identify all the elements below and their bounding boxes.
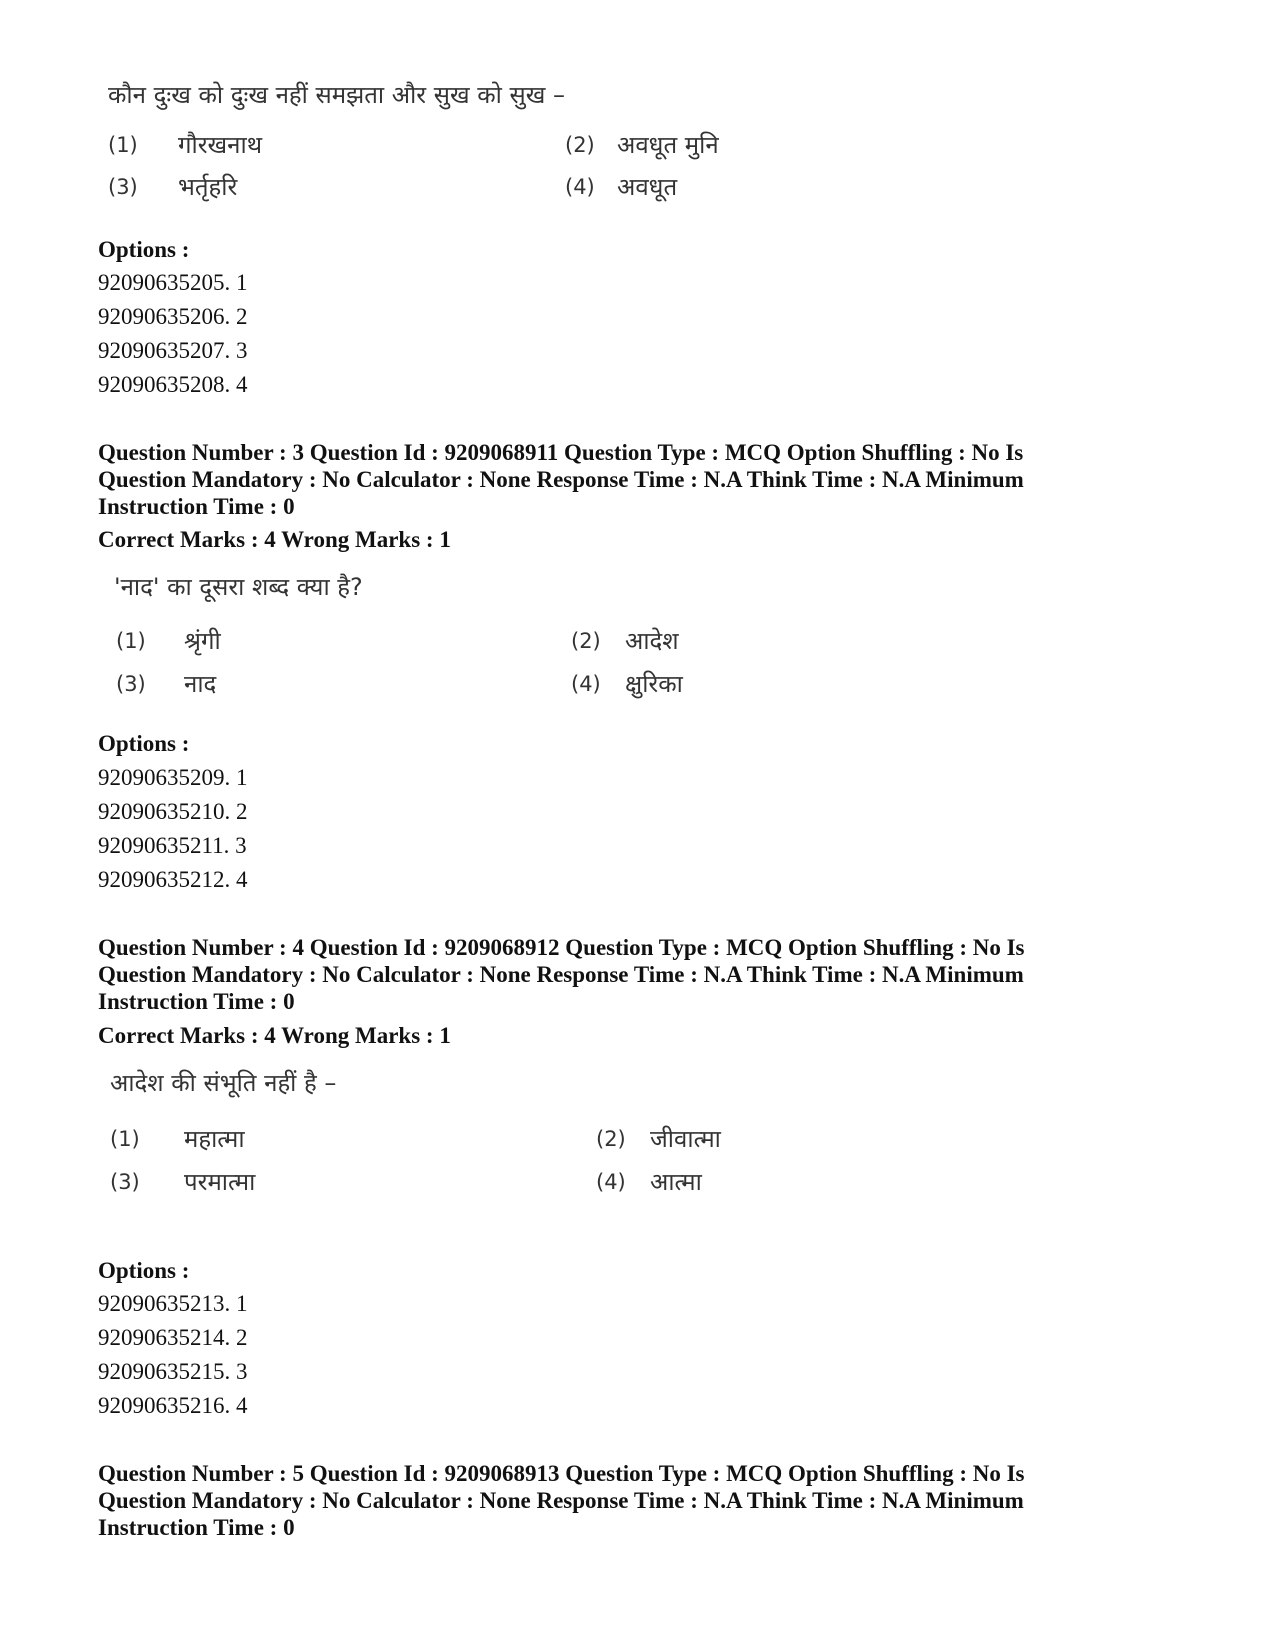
q4-option-3: 92090635215. 3 <box>98 1359 248 1384</box>
q2-choice-1-text: गौरखनाथ <box>178 131 263 159</box>
q3-meta <box>98 439 1024 520</box>
q3-option-1: 92090635209. 1 <box>98 765 248 790</box>
q3-option-4: 92090635212. 4 <box>98 867 248 892</box>
q3-choice-2-number: (2) <box>571 629 601 653</box>
q5-meta <box>98 1460 1025 1541</box>
q4-choice-2-number: (2) <box>596 1127 626 1151</box>
q2-option-1: 92090635205. 1 <box>98 270 248 295</box>
q3-meta-line-3: Instruction Time : 0 <box>98 494 295 519</box>
q3-meta-line-1: Question Number : 3 Question Id : 9209068911 Question Type : MCQ Option Shuffling : No Is <box>98 440 1024 465</box>
q4-meta-line-1: Question Number : 4 Question Id : 9209068912 Question Type : MCQ Option Shuffling : No Is <box>98 935 1025 960</box>
question-3-text: 'नाद' का दूसरा शब्द क्या है? <box>114 573 363 601</box>
q2-choice-4-number: (4) <box>565 175 595 199</box>
q3-choice-1-number: (1) <box>116 629 146 653</box>
q4-choice-1-text: महात्मा <box>184 1125 245 1153</box>
q4-option-1: 92090635213. 1 <box>98 1291 248 1316</box>
q2-choice-2-number: (2) <box>565 133 595 157</box>
question-4-text: आदेश की संभूति नहीं है – <box>110 1069 337 1097</box>
q4-choice-3-text: परमात्मा <box>184 1168 256 1196</box>
q5-meta-line-2: Question Mandatory : No Calculator : None Response Time : N.A Think Time : N.A Minimum <box>98 1488 1024 1513</box>
q3-options-label: Options : <box>98 731 190 756</box>
q3-choice-3-number: (3) <box>116 672 146 696</box>
q4-meta-line-3: Instruction Time : 0 <box>98 989 295 1014</box>
q4-choice-2-text: जीवात्मा <box>650 1125 721 1153</box>
q2-options-list <box>98 266 248 402</box>
q3-choice-4-text: क्षुरिका <box>625 670 683 698</box>
q4-option-4: 92090635216. 4 <box>98 1393 248 1418</box>
q2-choice-2-text: अवधूत मुनि <box>617 131 719 159</box>
q5-meta-line-1: Question Number : 5 Question Id : 9209068913 Question Type : MCQ Option Shuffling : No Is <box>98 1461 1025 1486</box>
q2-choice-3-number: (3) <box>108 175 138 199</box>
q2-choice-4-text: अवधूत <box>617 173 678 201</box>
q3-choice-2-text: आदेश <box>625 627 679 655</box>
q3-choice-3-text: नाद <box>184 670 217 698</box>
q3-marks: Correct Marks : 4 Wrong Marks : 1 <box>98 527 451 552</box>
q4-meta-line-2: Question Mandatory : No Calculator : None Response Time : N.A Think Time : N.A Minimum <box>98 962 1024 987</box>
q2-option-2: 92090635206. 2 <box>98 304 248 329</box>
q3-meta-line-2: Question Mandatory : No Calculator : None Response Time : N.A Think Time : N.A Minimum <box>98 467 1024 492</box>
q2-options-label: Options : <box>98 237 190 262</box>
q2-option-3: 92090635207. 3 <box>98 338 248 363</box>
q3-option-3: 92090635211. 3 <box>98 833 247 858</box>
q4-choice-3-number: (3) <box>110 1170 140 1194</box>
q2-option-4: 92090635208. 4 <box>98 372 248 397</box>
q3-option-2: 92090635210. 2 <box>98 799 248 824</box>
q4-meta <box>98 934 1025 1015</box>
q3-choice-1-text: श्रृंगी <box>184 627 221 655</box>
q5-meta-line-3: Instruction Time : 0 <box>98 1515 295 1540</box>
q4-options-list <box>98 1287 248 1423</box>
question-2-text: कौन दुःख को दुःख नहीं समझता और सुख को सुख – <box>108 81 565 109</box>
q4-options-label: Options : <box>98 1258 190 1283</box>
q4-choice-1-number: (1) <box>110 1127 140 1151</box>
q2-choice-3-text: भर्तृहरि <box>178 173 238 201</box>
q2-choice-1-number: (1) <box>108 133 138 157</box>
q4-marks: Correct Marks : 4 Wrong Marks : 1 <box>98 1023 451 1048</box>
q4-choice-4-text: आत्मा <box>650 1168 702 1196</box>
q4-choice-4-number: (4) <box>596 1170 626 1194</box>
q3-choice-4-number: (4) <box>571 672 601 696</box>
q3-options-list <box>98 761 248 897</box>
q4-option-2: 92090635214. 2 <box>98 1325 248 1350</box>
